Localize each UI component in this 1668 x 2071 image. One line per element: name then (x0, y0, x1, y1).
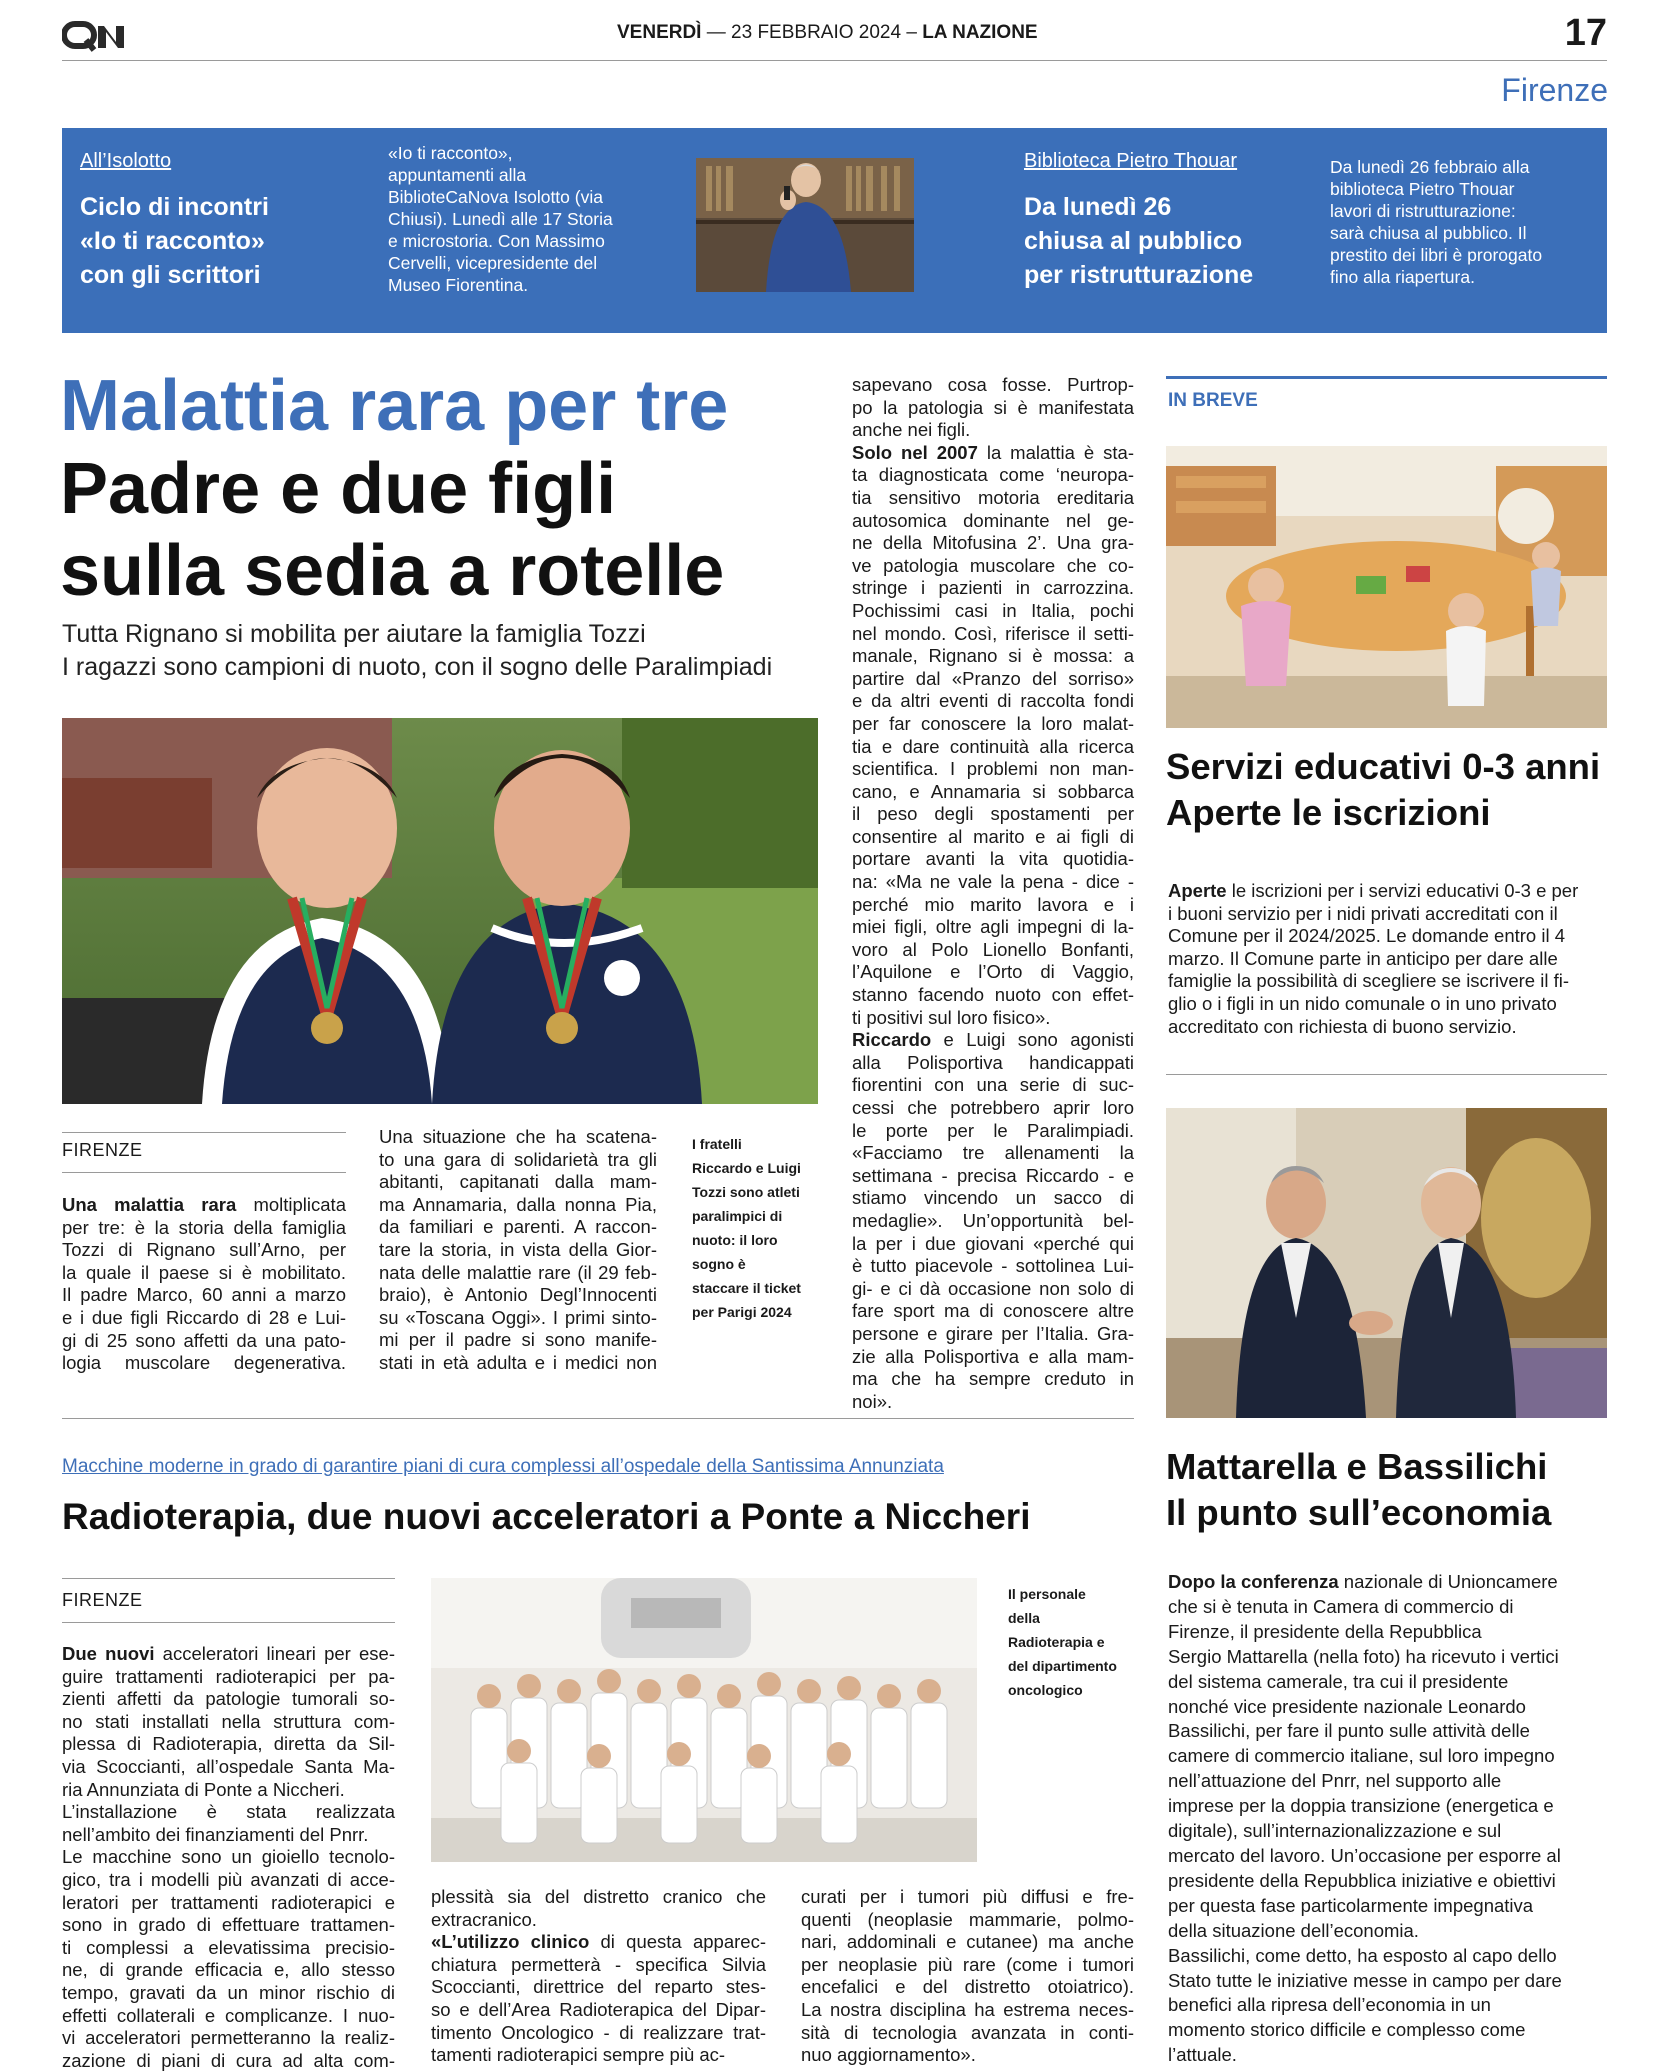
text-line: leratori per trattamenti radioterapici e (62, 1891, 395, 1913)
text-line: plessa di Radioterapia, diretta da Sil- (62, 1733, 395, 1755)
text-line: è tutto piacevole - sottolinea Lui- (852, 1255, 1134, 1277)
text-line: per far conoscere la loro malat- (852, 712, 1134, 734)
text-line: sità di tecnologia avanzata in conti- (801, 2021, 1134, 2043)
radio-col3 (801, 1886, 1134, 2067)
text-line: nuo aggiornamento». (801, 2044, 976, 2066)
body-line: Chiusi). Lunedì alle 17 Storia (388, 209, 613, 229)
lead-in: Aperte (1168, 880, 1227, 901)
text-line: tamenti radioterapici sempre più ac- (431, 2044, 726, 2066)
headline-line: Il punto sull’economia (1166, 1492, 1552, 1533)
masthead-rule (62, 60, 1607, 61)
caption-line: del dipartimento (1008, 1658, 1117, 1674)
main-col1 (62, 1194, 346, 1375)
text-line: per questa fase particolarmente impegnativa (1168, 1894, 1534, 1916)
text-line: ma che ha sempre creduto in (852, 1368, 1134, 1390)
text-line: le iscrizioni per i servizi educativi 0-3 e per (1231, 880, 1579, 901)
headline-line: Mattarella e Bassilichi (1166, 1446, 1548, 1487)
text-line: l’Aquilone e l’Orto di Vaggio, (852, 961, 1134, 983)
body-line: e microstoria. Con Massimo (388, 231, 605, 251)
text-line: timento Oncologico - di realizzare trat- (431, 2021, 766, 2043)
text-line: acceleratori lineari per ese- (154, 1643, 395, 1664)
text-line: tia e dare continuità alla ricerca (852, 735, 1134, 757)
text-line: logia muscolare degenerativa. (62, 1352, 346, 1374)
text-line: vi acceleratori permetteranno la realiz- (62, 2027, 395, 2049)
text-line: la per i due giovani «perché qui (852, 1232, 1134, 1254)
text-line: il peso degli spostamenti per (852, 803, 1134, 825)
body-line: Cervelli, vicepresidente del (388, 253, 598, 273)
sidebar-rule (1166, 376, 1607, 379)
text-line: nari, addominali e cutanee) ma anche (801, 1931, 1134, 1953)
text-line: accreditato con richiesta di buono servizio. (1168, 1015, 1517, 1037)
text-line: del sistema camerale, tra cui il presidente (1168, 1670, 1509, 1692)
text-line: Sergio Mattarella (nella foto) ha ricevuto i vertici (1168, 1645, 1559, 1667)
mattarella-photo (1166, 1108, 1607, 1418)
banner-left-link[interactable]: All’Isolotto (80, 150, 172, 172)
text-line: «Facciamo tre allenamenti la (852, 1142, 1134, 1164)
body-line: BiblioteCaNova Isolotto (via (388, 187, 603, 207)
subhead-line: Tutta Rignano si mobilita per aiutare la famiglia Tozzi (62, 620, 646, 648)
text-line: nell’ambito dei finanziamenti del Pnrr. (62, 1823, 369, 1845)
banner-left-headline (80, 190, 269, 292)
text-line: Scoccianti, direttrice del reparto stes- (431, 1976, 766, 1998)
radio-col1 (62, 1643, 395, 2071)
sidebar-item2-body (1168, 1570, 1608, 2068)
text-line: ne, di grande efficacia e, allo stesso (62, 1959, 395, 1981)
section-divider (62, 1418, 1134, 1419)
text-line: cessi che potrebbero aprir loro (852, 1097, 1134, 1118)
banner-right-headline (1024, 190, 1253, 292)
text-line: della situazione dell’economia. (1168, 1919, 1419, 1941)
text-line: miei figli, oltre agli impegni di la- (852, 916, 1134, 938)
text-line: zie alla Polisportiva e alla mam- (852, 1345, 1134, 1367)
text-line: e i due figli Riccardo di 28 e Lui- (62, 1306, 346, 1328)
text-line: cano, e Annamaria si sobbarca (852, 780, 1134, 802)
caption-line: per Parigi 2024 (692, 1304, 792, 1320)
text-line: Solo nel 2007 la malattia è sta- (852, 441, 1134, 463)
staff-photo-caption (1008, 1582, 1138, 1702)
sidebar-item1-body (1168, 880, 1608, 1038)
text-line: camere di commercio italiane, sul loro impegno (1168, 1745, 1555, 1767)
caption-line: staccare il ticket (692, 1280, 801, 1296)
text-line: Stato tutte le iniziative messe in campo per dare (1168, 1969, 1562, 1991)
text-line: abitanti, capitanati dalla mam- (379, 1171, 657, 1193)
main-subhead (62, 618, 772, 684)
text-line: via Scoccianti, all’ospedale Santa Ma- (62, 1755, 395, 1777)
dateline-rule-bottom (62, 1172, 346, 1173)
text-line: stanno facendo nuoto con effet- (852, 984, 1134, 1006)
text-line: mercato del lavoro. Un’occasione per esporre al (1168, 1844, 1561, 1866)
text-line: nonché vice presidente nazionale Leonardo (1168, 1695, 1526, 1717)
text-line: stiamo vincendo un sacco di (852, 1187, 1134, 1209)
text-line: na: «Ma ne vale la pena - dice - (852, 871, 1134, 893)
text-line: fare sport ma di conoscere altre (852, 1300, 1134, 1322)
text-line: manale, Rignano si è mossa: a (852, 645, 1134, 667)
text-line: per neoplasie più rare (come i tumori (801, 1953, 1134, 1975)
text-line: nata delle malattie rare (il 29 feb- (379, 1261, 657, 1283)
caption-line: sogno è (692, 1256, 746, 1272)
text-line: noi». (852, 1390, 893, 1412)
text-line: no stati installati nella struttura com- (62, 1710, 395, 1732)
text-line: partire dal «Pranzo del sorriso» (852, 667, 1134, 689)
text-line: perché mio marito lavora e i (852, 893, 1134, 915)
caption-line: Tozzi sono atleti (692, 1184, 800, 1200)
text-line: gi- e ci dà occasione non solo di (852, 1277, 1134, 1299)
caption-line: oncologico (1008, 1682, 1083, 1698)
headline-line: con gli scrittori (80, 261, 261, 289)
lead-in: Una malattia rara (62, 1194, 237, 1215)
text-line: tia sensitivo motoria ereditaria (852, 486, 1134, 508)
column-gap (1152, 376, 1153, 2071)
radio-dateline: FIRENZE (62, 1590, 143, 1610)
text-line: Comune per il 2024/2025. Le domande entro il 4 (1168, 925, 1565, 947)
text-line: fiorentini con una serie di suc- (852, 1074, 1134, 1096)
text-line: imprese per la doppia transizione (energetica e (1168, 1795, 1554, 1817)
text-line: zienti affetti da patologie tumorali so- (62, 1688, 395, 1710)
body-line: biblioteca Pietro Thouar (1330, 179, 1515, 199)
text-line: «L’utilizzo clinico di questa apparec- (431, 1931, 766, 1953)
caption-line: I fratelli (692, 1136, 742, 1152)
text-line: Pochissimi casi in Italia, pochi (852, 599, 1134, 621)
lead-in: Riccardo (852, 1029, 932, 1051)
sidebar-label: IN BREVE (1168, 390, 1258, 411)
text-line: Bassilichi, per fare il punto sulle attività delle (1168, 1720, 1530, 1742)
tozzi-brothers-photo (62, 718, 818, 1104)
body-line: sarà chiusa al pubblico. Il (1330, 223, 1527, 243)
banner-right-body (1330, 156, 1600, 288)
text-line: gico, tra i modelli più avanzati di acce- (62, 1868, 395, 1890)
main-col3 (852, 374, 1134, 1413)
text-line: plessità sia del distretto cranico che (431, 1886, 766, 1907)
sidebar-item-divider (1166, 1074, 1607, 1075)
text-line: extracranico. (431, 1908, 537, 1930)
text-line: Bassilichi, come detto, ha esposto al capo dello (1168, 1944, 1557, 1966)
caption-line: Riccardo e Luigi (692, 1160, 801, 1176)
text-line: encefalici e del distretto otoiatrico). (801, 1976, 1134, 1998)
caption-line: paralimpici di (692, 1208, 783, 1224)
text-line: momento storico difficile e complesso come (1168, 2019, 1526, 2041)
body-line: prestito dei libri è prorogato (1330, 245, 1543, 265)
text-line: scientifica. I problemi non man- (852, 758, 1134, 780)
masthead (62, 14, 1607, 62)
headline-line: Aperte le iscrizioni (1166, 792, 1491, 833)
body-line: «Io ti racconto», (388, 143, 513, 163)
section-name: Firenze (1501, 72, 1608, 108)
text-line: moltiplicata (253, 1194, 346, 1215)
body-line: fino alla riapertura. (1330, 267, 1475, 287)
speaker-photo (696, 158, 914, 292)
separator: — (706, 22, 726, 43)
headline-line: «Io ti racconto» (80, 227, 265, 255)
text-line: per tre: è la storia della famiglia (62, 1216, 346, 1238)
text-line: settimana - precisa Riccardo - e (852, 1164, 1134, 1186)
main-col2 (379, 1126, 657, 1375)
text-line: glio o i figli in un nido comunale o in uno privato (1168, 992, 1557, 1014)
caption-line: Radioterapia e (1008, 1634, 1105, 1650)
headline-line: sulla sedia a rotelle (60, 531, 725, 611)
text-line: ti complessi a elevatissima precisio- (62, 1936, 395, 1958)
radio-kicker: Macchine moderne in grado di garantire piani di cura complessi all’ospedale della Santissima Annunziata (62, 1456, 944, 1477)
sidebar-item2-headline (1166, 1444, 1551, 1536)
main-headline (60, 448, 724, 612)
nursery-photo (1166, 446, 1607, 728)
text-line: nel mondo. Così, riferisce il setti- (852, 622, 1134, 644)
main-kicker: Malattia rara per tre (60, 366, 729, 446)
text-line: e da altri eventi di raccolta fondi (852, 690, 1134, 712)
text-line: ta diagnosticata come ‘neuropa- (852, 464, 1134, 486)
text-line: medaglie». Un’opportunità bel- (852, 1209, 1134, 1231)
text-line: L’installazione è stata realizzata (62, 1801, 395, 1823)
text-line: tempo, gravati da un minor rischio di (62, 1981, 395, 2003)
text-line: sono in grado di effettuare trattamen- (62, 1914, 395, 1936)
lead-in: Dopo la conferenza (1168, 1571, 1339, 1592)
text-line: da familiari e parenti. A raccon- (379, 1216, 657, 1238)
text-line: nell’attuazione del Pnrr, nel supporto alle (1168, 1770, 1502, 1792)
dateline-rule-top (62, 1578, 395, 1579)
text-line: effetti collaterali e complicanze. I nuo- (62, 2004, 395, 2026)
text-line: la quale il paese si è mobilitato. (62, 1261, 346, 1283)
lead-in: Due nuovi (62, 1643, 155, 1664)
radio-headline: Radioterapia, due nuovi acceleratori a Ponte a Niccheri (62, 1496, 1031, 1537)
headline-line: Da lunedì 26 (1024, 193, 1172, 221)
headline-line: Servizi educativi 0-3 anni (1166, 746, 1601, 787)
text-line: l’attuale. (1168, 2044, 1237, 2066)
text-line: alla Polisportiva handicappati (852, 1051, 1134, 1073)
text-line: Firenze, il presidente della Repubblica (1168, 1620, 1482, 1642)
text-line: nazionale di Unioncamere (1338, 1571, 1558, 1592)
text-line: marzo. Il Comune parte in anticipo per dare alle (1168, 947, 1558, 969)
text-line: consentire al marito e ai figli di (852, 825, 1134, 847)
text-line: digitale), sull’internazionalizzazione e sul (1168, 1820, 1502, 1842)
radio-col2 (431, 1886, 766, 2067)
text-line: Una situazione che ha scatena- (379, 1126, 657, 1147)
qn-logo (62, 20, 126, 54)
sidebar-item1-headline (1166, 744, 1600, 836)
headline-line: per ristrutturazione (1024, 261, 1254, 289)
events-banner (62, 128, 1607, 333)
text-line: mi per il padre si sono manife- (379, 1329, 657, 1351)
brothers-photo-caption (692, 1132, 832, 1324)
text-line: guire trattamenti radioterapici per pa- (62, 1665, 395, 1687)
radiotherapy-staff-photo (431, 1578, 977, 1862)
body-line: Museo Fiorentina. (388, 275, 529, 295)
body-line: Da lunedì 26 febbraio alla (1330, 157, 1530, 177)
text-line: Il padre Marco, 60 anni a marzo (62, 1284, 346, 1306)
page-number: 17 (1564, 12, 1607, 54)
text-line: le porte per le Paralimpiadi. (852, 1119, 1134, 1141)
text-line: presidente della Repubblica iniziative e obiettivi (1168, 1869, 1556, 1891)
weekday: VENERDÌ (617, 22, 702, 43)
body-line: appuntamenti alla (388, 165, 527, 185)
text-line: Tozzi di Rignano sull’Arno, per (62, 1239, 346, 1261)
dateline-rule-top (62, 1132, 346, 1133)
text-line: su «Toscana Oggi». I primi sinto- (379, 1306, 657, 1328)
text-line: chiatura permetterà - specifica Silvia (431, 1953, 766, 1975)
headline-line: chiusa al pubblico (1024, 227, 1243, 255)
text-line: tare la storia, in vista della Gior- (379, 1238, 657, 1260)
text-line: La nostra disciplina ha estrema neces- (801, 1998, 1134, 2020)
text-line: po la patologia si è manifestata (852, 396, 1134, 418)
text-line: quenti (neoplasie mammarie, polmo- (801, 1908, 1134, 1930)
text-line: anche nei figli. (852, 419, 971, 441)
body-line: lavori di ristrutturazione: (1330, 201, 1516, 221)
text-line: curati per i tumori più diffusi e fre- (801, 1886, 1134, 1907)
text-line: gi di 25 sono affetti da una pato- (62, 1329, 346, 1351)
text-line: ria Annunziata di Ponte a Niccheri. (62, 1778, 345, 1800)
text-line: stati in età adulta e i medici non (379, 1351, 657, 1373)
headline-line: Padre e due figli (60, 449, 617, 529)
text-line: zazione di piani di cura ad alta com- (62, 2049, 395, 2071)
text-line: autosomica dominante nel ge- (852, 509, 1134, 531)
text-line: Riccardo e Luigi sono agonisti (852, 1029, 1134, 1051)
text-line: i buoni servizio per i nidi privati accreditati con il (1168, 902, 1558, 924)
subhead-line: I ragazzi sono campioni di nuoto, con il sogno delle Paralimpiadi (62, 653, 773, 681)
text-line: persone e girare per l’Italia. Gra- (852, 1322, 1134, 1344)
banner-left-body (388, 142, 668, 296)
text-line: portare avanti la vita quotidia- (852, 848, 1134, 870)
text-line: famiglie la possibilità di scegliere se iscrivere il fi- (1168, 970, 1569, 992)
caption-line: Il personale (1008, 1586, 1086, 1602)
text-line: to una gara di solidarietà tra gli (379, 1148, 657, 1170)
dateline-rule-bottom (62, 1622, 395, 1623)
lead-in: Solo nel 2007 (852, 441, 978, 463)
caption-line: nuoto: il loro (692, 1232, 778, 1248)
text-line: so e dell’Area Radioterapica del Dipar- (431, 1998, 766, 2020)
masthead-dateline (617, 22, 1038, 44)
text-line: benefici alla ripresa dell’economia in un (1168, 1994, 1491, 2016)
text-line: ne della Mitofusina 2’. Una gra- (852, 532, 1134, 554)
text-line: Le macchine sono un gioiello tecnolo- (62, 1846, 395, 1868)
text-line: braio), è Antonio Degl’Innocenti (379, 1284, 657, 1306)
text-line: ti positivi sul loro fisico». (852, 1006, 1051, 1028)
text-line: sapevano cosa fosse. Purtrop- (852, 374, 1134, 395)
date: 23 FEBBRAIO 2024 – (731, 22, 917, 43)
banner-right-link[interactable]: Biblioteca Pietro Thouar (1024, 150, 1238, 172)
text-line: ma Annamaria, dalla nonna Pia, (379, 1193, 657, 1215)
text-line: voro al Polo Lionello Bonfanti, (852, 938, 1134, 960)
lead-in: «L’utilizzo clinico (431, 1931, 590, 1953)
caption-line: della (1008, 1610, 1040, 1626)
newspaper-name: LA NAZIONE (922, 22, 1038, 43)
main-dateline: FIRENZE (62, 1140, 143, 1160)
headline-line: Ciclo di incontri (80, 193, 269, 221)
text-line: stringe i pazienti in carrozzina. (852, 577, 1134, 599)
text-line: ve patologia muscolare che co- (852, 554, 1134, 576)
text-line: che si è tenuta in Camera di commercio di (1168, 1595, 1514, 1617)
